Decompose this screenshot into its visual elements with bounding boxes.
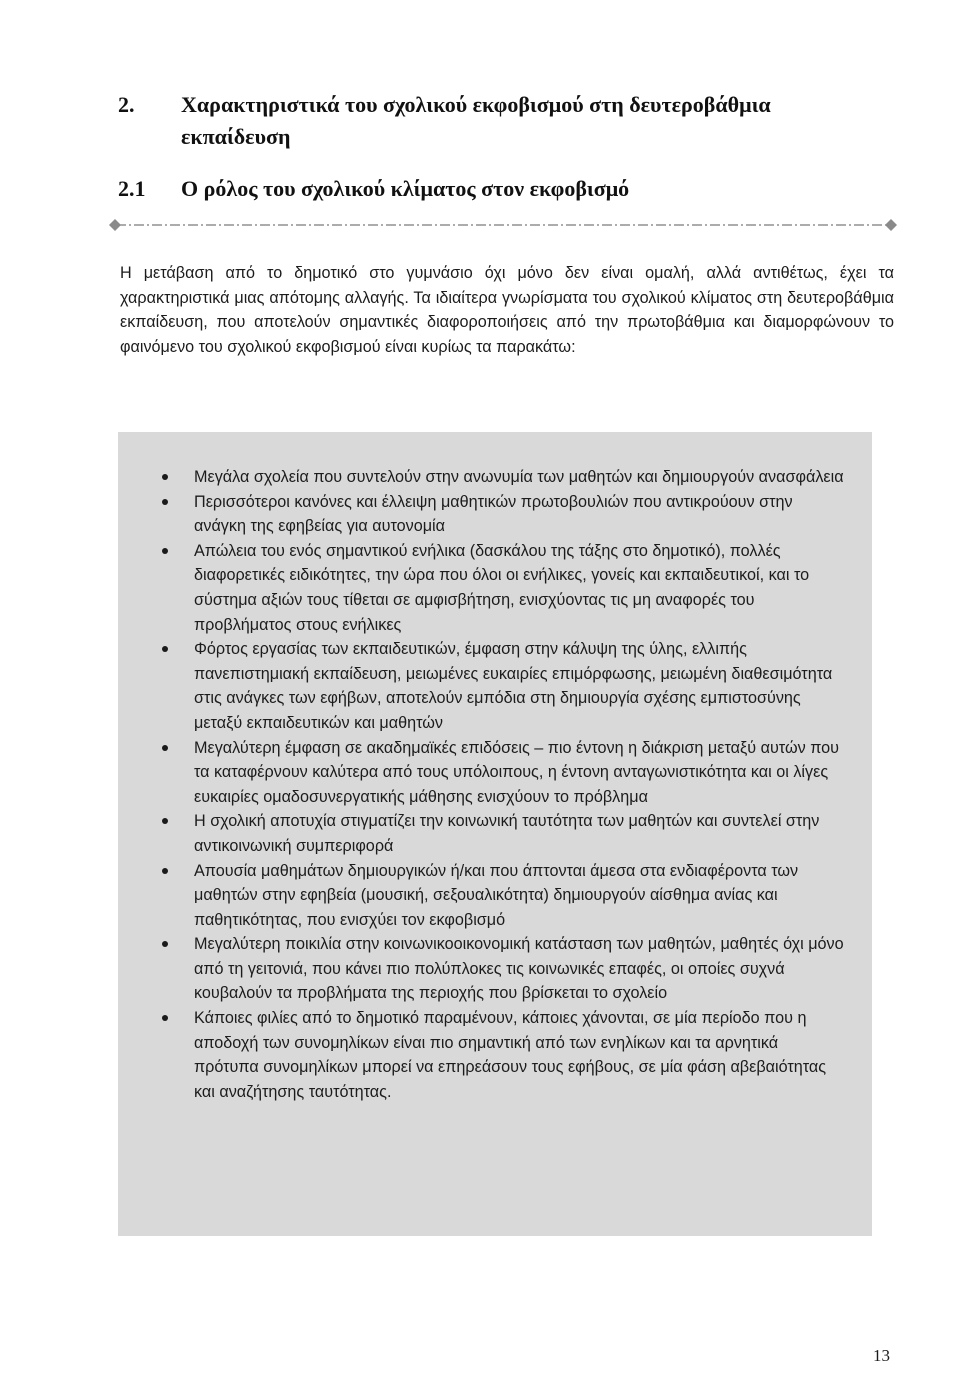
- bullet-icon: [162, 818, 168, 824]
- list-item-text: Η σχολική αποτυχία στιγματίζει την κοινωνική ταυτότητα των μαθητών και συντελεί στην αντικοινωνική συμπεριφορά: [194, 812, 820, 855]
- list-item: [157, 539, 847, 637]
- section-number: 2.: [118, 92, 135, 117]
- list-item: [157, 859, 847, 933]
- subsection-title: Ο ρόλος του σχολικού κλίματος στον εκφοβισμό: [181, 176, 630, 201]
- list-item: [157, 932, 847, 1006]
- page-number: 13: [873, 1346, 890, 1365]
- bullet-icon: [162, 499, 168, 505]
- bullet-icon: [162, 868, 168, 874]
- list-item: [157, 809, 847, 858]
- list-item-text: Μεγαλύτερη έμφαση σε ακαδημαϊκές επιδόσεις – πιο έντονη η διάκριση μεταξύ αυτών που τα καταφέρνουν καλύτερα από τους υπόλοιπους, η έντονη ανταγωνιστικότητα και οι λίγες ευκαιρίες ομαδοσυνεργατικής μάθησης ενισχύουν το πρόβλημα: [194, 738, 839, 806]
- list-item: [157, 465, 847, 490]
- bullet-icon: [162, 941, 168, 947]
- list-item: [157, 1006, 847, 1104]
- list-item-text: Περισσότεροι κανόνες και έλλειψη μαθητικών πρωτοβουλιών που αντικρούουν στην ανάγκη της εφηβείας για αυτονομία: [194, 492, 793, 536]
- intro-paragraph: Η μετάβαση από το δημοτικό στο γυμνάσιο όχι μόνο δεν είναι ομαλή, αλλά αντιθέτως, έχει τα χαρακτηριστικά μιας απότομης αλλαγής. Τα ιδιαίτερα γνωρίσματα του σχολικού κλίματος στη δευτεροβάθμια εκπαίδευση, που αποτελούν σημαντικές διαφοροποιήσεις από την πρωτοβάθμια και διαμορφώνουν το φαινόμενο του σχολικού εκφοβισμού είναι κυρίως τα παρακάτω:: [120, 264, 894, 356]
- list-item-text: Απώλεια του ενός σημαντικού ενήλικα (δασκάλου της τάξης στο δημοτικό), πολλές διαφορετικές ειδικότητες, την ώρα που όλοι οι ενήλικες, γονείς και εκπαιδευτικοί, και το σύστημα αξιών τους τίθεται σε αμφισβήτηση, ενισχύοντας τις μη αναφορές του προβλήματος στους ενήλικες: [194, 541, 810, 634]
- bullet-icon: [162, 474, 168, 480]
- bullet-icon: [162, 548, 168, 554]
- bullet-icon: [162, 1015, 168, 1021]
- divider-diamond-right-icon: [885, 219, 897, 231]
- list-item-text: Φόρτος εργασίας των εκπαιδευτικών, έμφαση στην κάλυψη της ύλης, ελλιπής πανεπιστημιακή εκπαίδευση, μειωμένες ευκαιρίες επιμόρφωσης, μειωμένη διαθεσιμότητα στις ανάγκες των εφήβων, αποτελούν εμπόδια στη δημιουργία σχέσης εμπιστοσύνης μεταξύ εκπαιδευτικών και μαθητών: [194, 640, 833, 732]
- list-item-text: Κάποιες φιλίες από το δημοτικό παραμένουν, κάποιες χάνονται, σε μία περίοδο που η αποδοχή των συνομηλίκων είναι πιο σημαντική από των ενηλίκων και τα αρνητικά πρότυπα συνομηλίκων μπορεί να επηρεάσουν τους εφήβους, σε μία φάση αβεβαιότητας και αναζήτησης ταυτότητας.: [194, 1009, 827, 1101]
- list-item: [157, 736, 847, 810]
- section-title: Χαρακτηριστικά του σχολικού εκφοβισμού στη δευτεροβάθμια εκπαίδευση: [181, 92, 771, 149]
- characteristics-list: [157, 465, 847, 1104]
- bullet-icon: [162, 646, 168, 652]
- list-item-text: Απουσία μαθημάτων δημιουργικών ή/και που άπτονται άμεσα στα ενδιαφέροντα των μαθητών στην εφηβεία (μουσική, σεξουαλικότητα) δημιουργούν αίσθημα ανίας και παθητικότητας, που ενισχύει τον εκφοβισμό: [194, 861, 799, 929]
- bullet-icon: [162, 745, 168, 751]
- section-divider: [108, 218, 898, 232]
- divider-diamond-left-icon: [109, 219, 121, 231]
- list-item-text: Μεγαλύτερη ποικιλία στην κοινωνικοοικονομική κατάσταση των μαθητών, μαθητές όχι μόνο από τη γειτονιά, που κάνει πιο πολύπλοκες τις κοινωνικές επαφές, οι οποίες συχνά κουβαλούν τα προβλήματα της περιοχής που βρίσκεται το σχολείο: [194, 935, 844, 1003]
- list-item-text: Μεγάλα σχολεία που συντελούν στην ανωνυμία των μαθητών και δημιουργούν ανασφάλεια: [194, 468, 844, 486]
- subsection-number: 2.1: [118, 176, 146, 201]
- list-item: [157, 490, 847, 539]
- list-item: [157, 637, 847, 735]
